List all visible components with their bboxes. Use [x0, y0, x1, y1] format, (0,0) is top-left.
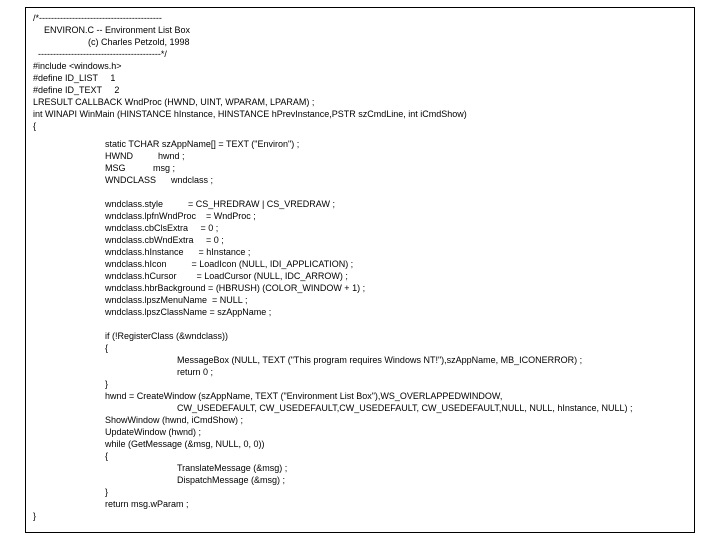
code-line: (c) Charles Petzold, 1998 — [88, 37, 190, 47]
code-line: wndclass.lpfnWndProc = WndProc ; — [105, 211, 256, 221]
code-line: MessageBox (NULL, TEXT ("This program requires Windows NT!"),szAppName, MB_ICONERROR) ; — [177, 355, 583, 365]
code-line: LRESULT CALLBACK WndProc (HWND, UINT, WPARAM, LPARAM) ; — [33, 97, 315, 107]
code-line: wndclass.cbClsExtra = 0 ; — [105, 223, 219, 233]
code-line: ENVIRON.C -- Environment List Box — [44, 25, 191, 35]
code-line: { — [33, 121, 37, 131]
code-line: #define ID_LIST 1 — [33, 73, 116, 83]
code-line: { — [105, 343, 109, 353]
code-line: return msg.wParam ; — [105, 499, 189, 509]
code-line: CW_USEDEFAULT, CW_USEDEFAULT,CW_USEDEFAULT, CW_USEDEFAULT,NULL, NULL, hInstance, NULL) ; — [177, 403, 633, 413]
code-line: TranslateMessage (&msg) ; — [177, 463, 288, 473]
code-line: static TCHAR szAppName[] = TEXT ("Environ") ; — [105, 139, 300, 149]
code-line: wndclass.hbrBackground = (HBRUSH) (COLOR_WINDOW + 1) ; — [105, 283, 366, 293]
code-line: /*----------------------------------------- — [33, 13, 162, 23]
code-line: -----------------------------------------*/ — [38, 49, 167, 59]
code-line: } — [105, 487, 109, 497]
code-line: wndclass.hInstance = hInstance ; — [105, 247, 251, 257]
code-line: } — [33, 511, 37, 521]
code-line: UpdateWindow (hwnd) ; — [105, 427, 202, 437]
code-line: int WINAPI WinMain (HINSTANCE hInstance, HINSTANCE hPrevInstance,PSTR szCmdLine, int iCmdShow) — [33, 109, 467, 119]
code-line: while (GetMessage (&msg, NULL, 0, 0)) — [105, 439, 265, 449]
code-line: wndclass.style = CS_HREDRAW | CS_VREDRAW ; — [105, 199, 335, 209]
code-line: { — [105, 451, 109, 461]
code-line: #include <windows.h> — [33, 61, 122, 71]
code-line: #define ID_TEXT 2 — [33, 85, 120, 95]
code-line: hwnd = CreateWindow (szAppName, TEXT ("Environment List Box"),WS_OVERLAPPEDWINDOW, — [105, 391, 503, 401]
code-line: ShowWindow (hwnd, iCmdShow) ; — [105, 415, 244, 425]
code-line: MSG msg ; — [105, 163, 176, 173]
code-line: wndclass.lpszClassName = szAppName ; — [105, 307, 272, 317]
code-line: } — [105, 379, 109, 389]
code-line: wndclass.cbWndExtra = 0 ; — [105, 235, 224, 245]
code-line: wndclass.hIcon = LoadIcon (NULL, IDI_APPLICATION) ; — [105, 259, 354, 269]
code-line: wndclass.lpszMenuName = NULL ; — [105, 295, 248, 305]
code-line: if (!RegisterClass (&wndclass)) — [105, 331, 229, 341]
code-line: HWND hwnd ; — [105, 151, 185, 161]
code-line: WNDCLASS wndclass ; — [105, 175, 214, 185]
code-line: return 0 ; — [177, 367, 214, 377]
code-line: DispatchMessage (&msg) ; — [177, 475, 286, 485]
code-line: wndclass.hCursor = LoadCursor (NULL, IDC_ARROW) ; — [105, 271, 348, 281]
